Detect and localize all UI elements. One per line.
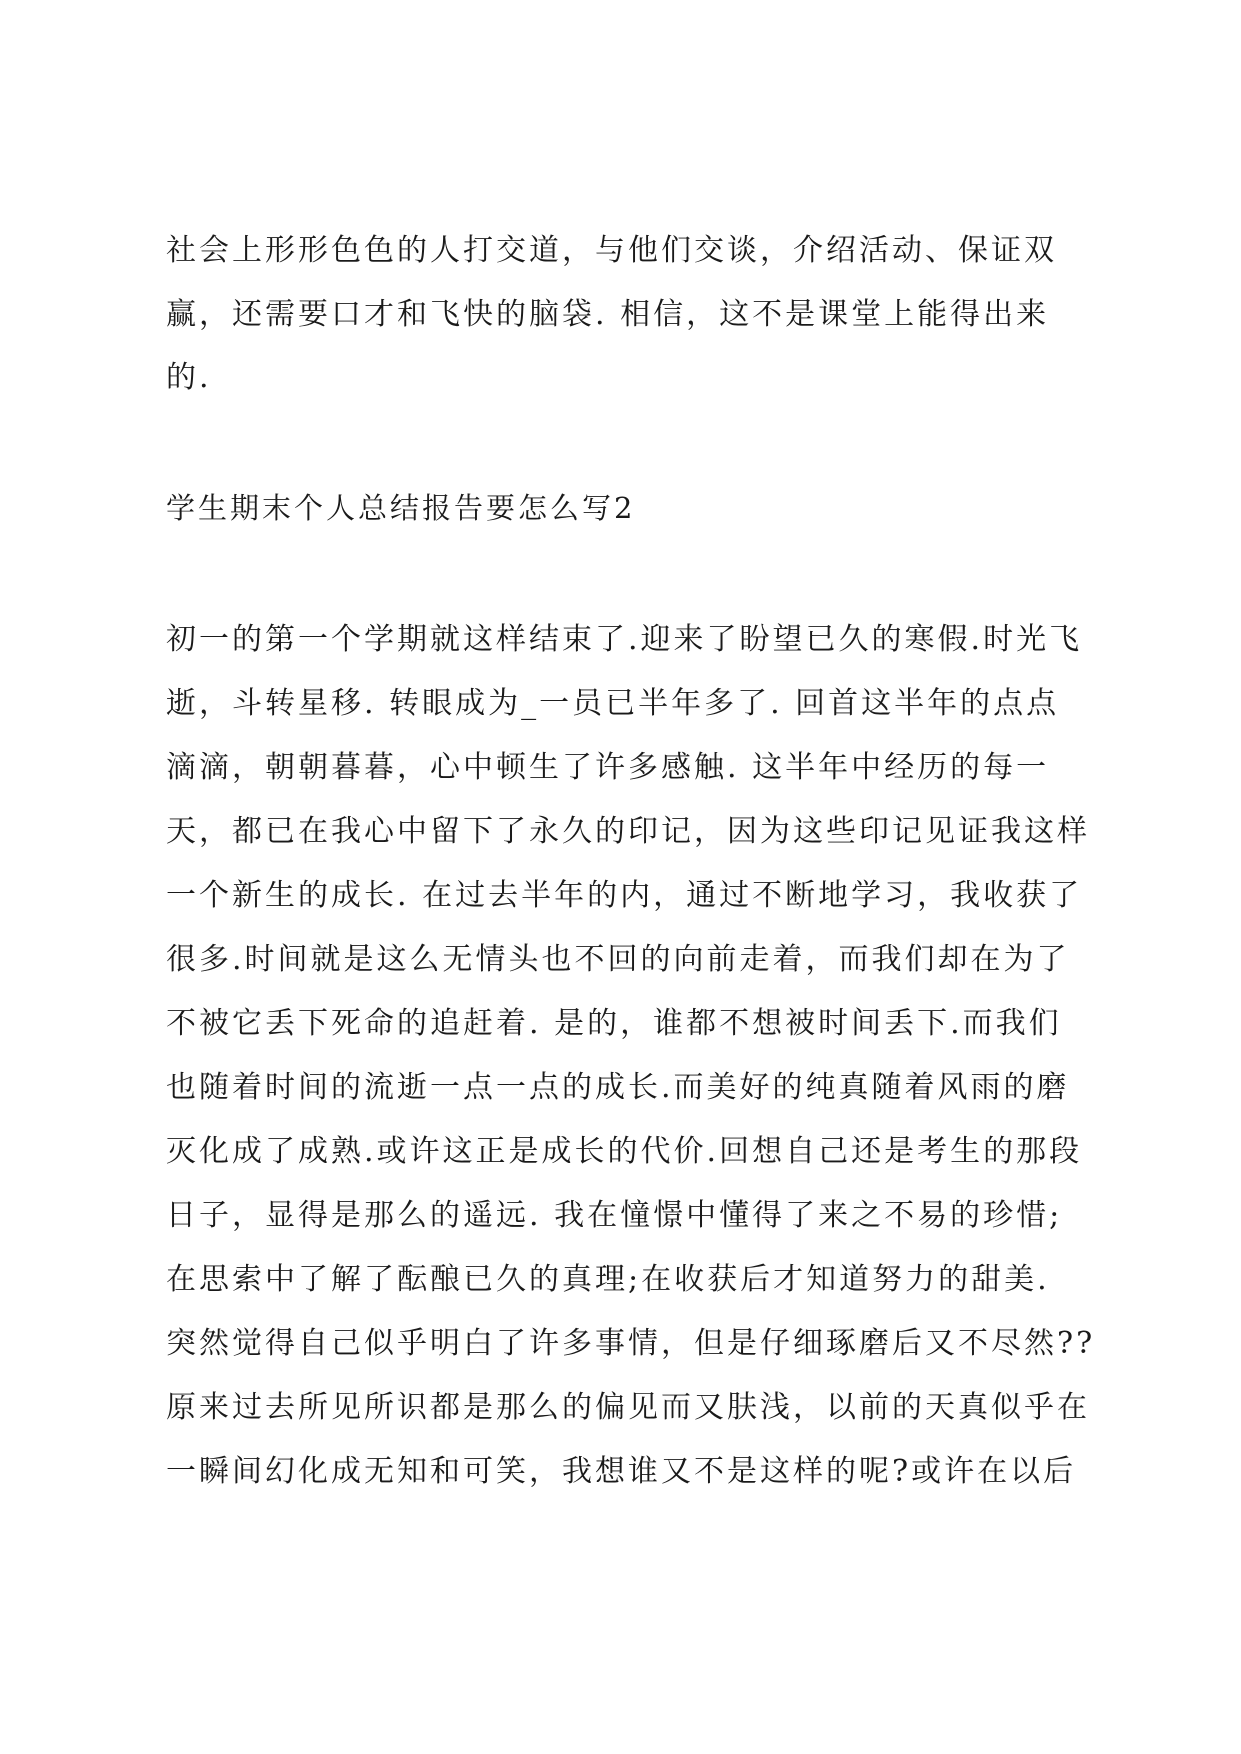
paragraph-line: 一个新生的成长. 在过去半年的内，通过不断地学习，我收获了 [166, 878, 1083, 913]
paragraph-line: 逝，斗转星移. 转眼成为_一员已半年多了. 回首这半年的点点 [166, 686, 1060, 721]
paragraph-line: 一瞬间幻化成无知和可笑，我想谁又不是这样的呢?或许在以后 [166, 1454, 1077, 1489]
paragraph-line: 也随着时间的流逝一点一点的成长.而美好的纯真随着风雨的磨 [166, 1070, 1070, 1105]
paragraph-line: 初一的第一个学期就这样结束了.迎来了盼望已久的寒假.时光飞 [166, 622, 1083, 657]
paragraph-line: 赢，还需要口才和飞快的脑袋. 相信，这不是课堂上能得出来 [166, 297, 1050, 332]
paragraph-line: 社会上形形色色的人打交道，与他们交谈，介绍活动、保证双 [166, 233, 1057, 268]
paragraph-line: 原来过去所见所识都是那么的偏见而又肤浅，以前的天真似乎在 [166, 1390, 1090, 1425]
paragraph-line: 滴滴，朝朝暮暮，心中顿生了许多感触. 这半年中经历的每一 [166, 750, 1050, 785]
paragraph-line: 不被它丢下死命的追赶着. 是的，谁都不想被时间丢下.而我们 [166, 1006, 1062, 1041]
section-heading: 学生期末个人总结报告要怎么写2 [166, 491, 636, 525]
paragraph-line: 日子，显得是那么的遥远. 我在憧憬中懂得了来之不易的珍惜; [166, 1198, 1063, 1233]
paragraph-line: 天，都已在我心中留下了永久的印记，因为这些印记见证我这样 [166, 814, 1090, 849]
paragraph-line: 突然觉得自己似乎明白了许多事情，但是仔细琢磨后又不尽然?? [166, 1326, 1096, 1361]
paragraph-line: 在思索中了解了酝酿已久的真理;在收获后才知道努力的甜美. [166, 1262, 1050, 1297]
paragraph-line: 灭化成了成熟.或许这正是成长的代价.回想自己还是考生的那段 [166, 1134, 1083, 1169]
paragraph-line: 很多.时间就是这么无情头也不回的向前走着，而我们却在为了 [166, 942, 1070, 977]
paragraph-line: 的. [166, 360, 212, 395]
